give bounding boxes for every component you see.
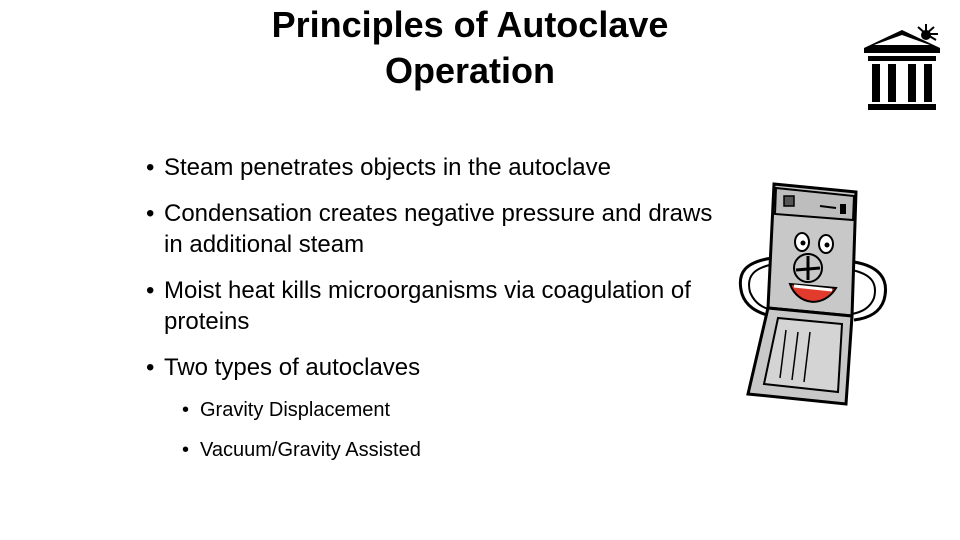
bullet-moist-heat: • Moist heat kills microorganisms via coagulation of proteins [146,275,736,337]
title-line-2: Operation [384,50,555,91]
cartoon-autoclave-icon [728,180,898,408]
slide-title [170,2,770,94]
bullet-list [146,152,736,463]
bullet-steam-penetrates: • Steam penetrates objects in the autoclave [146,152,736,183]
bullet-two-types: • Two types of autoclaves [146,352,736,383]
university-building-icon [860,18,944,114]
bullet-condensation: • Condensation creates negative pressure and draws in additional steam [146,198,736,260]
sub-bullet-gravity-displacement: • Gravity Displacement [182,397,736,423]
sub-bullet-vacuum-gravity: • Vacuum/Gravity Assisted [182,437,736,463]
title-line-1: Principles of Autoclave [271,4,669,45]
